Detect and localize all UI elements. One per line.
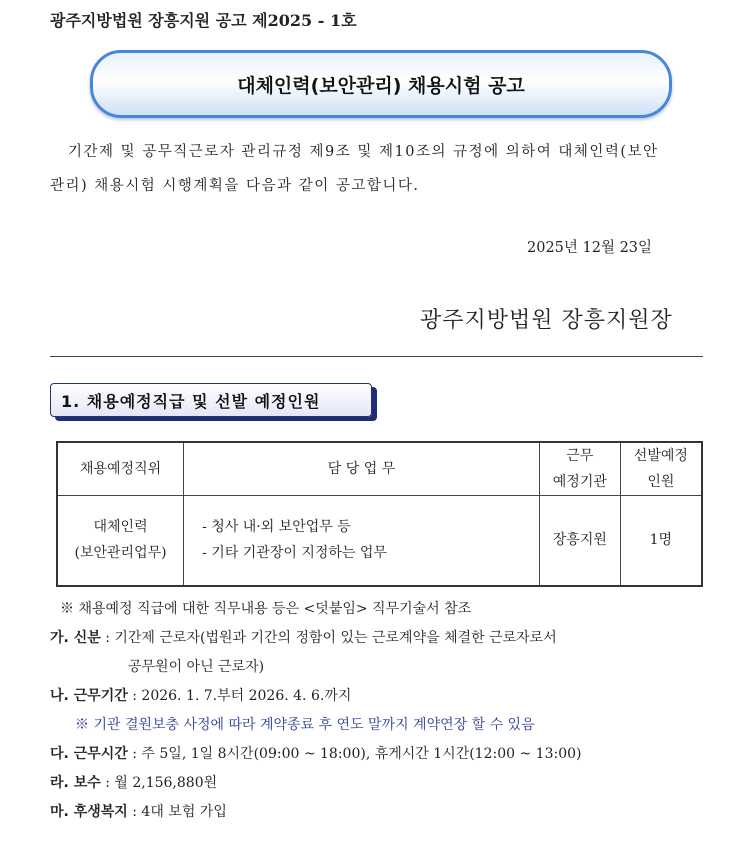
duty-2: - 기타 기관장이 지정하는 업무 — [202, 545, 387, 562]
position-line-2: (보안관리업무) — [74, 545, 167, 562]
signer: 광주지방법원 장흥지원장 — [420, 308, 673, 333]
cell-position — [57, 496, 184, 586]
header-count-2: 인원 — [647, 474, 675, 490]
header-agency — [539, 442, 620, 496]
item-ra-label: 라. 보수 — [50, 775, 101, 791]
reference-note: ※ 채용예정 직급에 대한 직무내용 등은 <덧붙임> 직무기술서 참조 — [60, 601, 472, 617]
item-na-text: : 2026. 1. 7.부터 2026. 4. 6.까지 — [127, 688, 352, 704]
title-banner — [90, 50, 672, 118]
cell-duties — [184, 496, 540, 586]
item-na-note: ※ 기관 결원보충 사정에 따라 계약종료 후 연도 말까지 계약연장 할 수 있음 — [75, 717, 535, 733]
item-na — [50, 685, 351, 705]
page-title: 대체인력(보안관리) 채용시험 공고 — [237, 74, 525, 97]
intro-line-1: 기간제 및 공무직근로자 관리규정 제9조 및 제10조의 규정에 의하여 대체인력(보안 — [68, 144, 659, 160]
intro-line-2: 관리) 채용시험 시행계획을 다음과 같이 공고합니다. — [50, 178, 420, 194]
item-ma-text: : 4대 보험 가입 — [127, 804, 227, 820]
header-position: 채용예정직위 — [57, 442, 184, 496]
item-ra-text: : 월 2,156,880원 — [100, 775, 218, 791]
header-count-1: 선발예정 — [633, 448, 688, 464]
duty-1: - 청사 내·외 보안업무 등 — [202, 519, 351, 536]
header-agency-2: 예정기관 — [552, 474, 607, 490]
cell-count: 1명 — [620, 496, 702, 586]
header-count — [620, 442, 702, 496]
divider — [50, 356, 703, 357]
item-ga — [50, 627, 557, 647]
item-ga-text-2: 공무원이 아닌 근로자) — [128, 659, 265, 675]
header-agency-1: 근무 — [566, 448, 594, 464]
header-duties: 담 당 업 무 — [184, 442, 540, 496]
item-ma-label: 마. 후생복지 — [50, 804, 128, 820]
recruitment-table — [56, 441, 703, 587]
item-da-label: 다. 근무시간 — [50, 746, 128, 762]
table-row — [57, 496, 702, 586]
item-na-label: 나. 근무기간 — [50, 688, 128, 704]
section-heading-text: 1. 채용예정직급 및 선발 예정인원 — [61, 391, 321, 411]
item-ma — [50, 801, 227, 821]
announcement-date: 2025년 12월 23일 — [527, 240, 653, 256]
item-da — [50, 743, 581, 763]
item-ra — [50, 772, 217, 792]
table-header-row — [57, 442, 702, 496]
item-ga-text: : 기간제 근로자(법원과 기간의 정함이 있는 근로계약을 체결한 근로자로서 — [100, 630, 557, 646]
position-line-1: 대체인력 — [93, 519, 148, 536]
document-number: 광주지방법원 장흥지원 공고 제2025 - 1호 — [50, 11, 357, 30]
item-da-text: : 주 5일, 1일 8시간(09:00 ~ 18:00), 휴게시간 1시간(12:00 ~ 13:00) — [127, 746, 582, 762]
cell-agency: 장흥지원 — [539, 496, 620, 586]
section-heading — [50, 383, 372, 417]
item-ga-label: 가. 신분 — [50, 630, 101, 646]
